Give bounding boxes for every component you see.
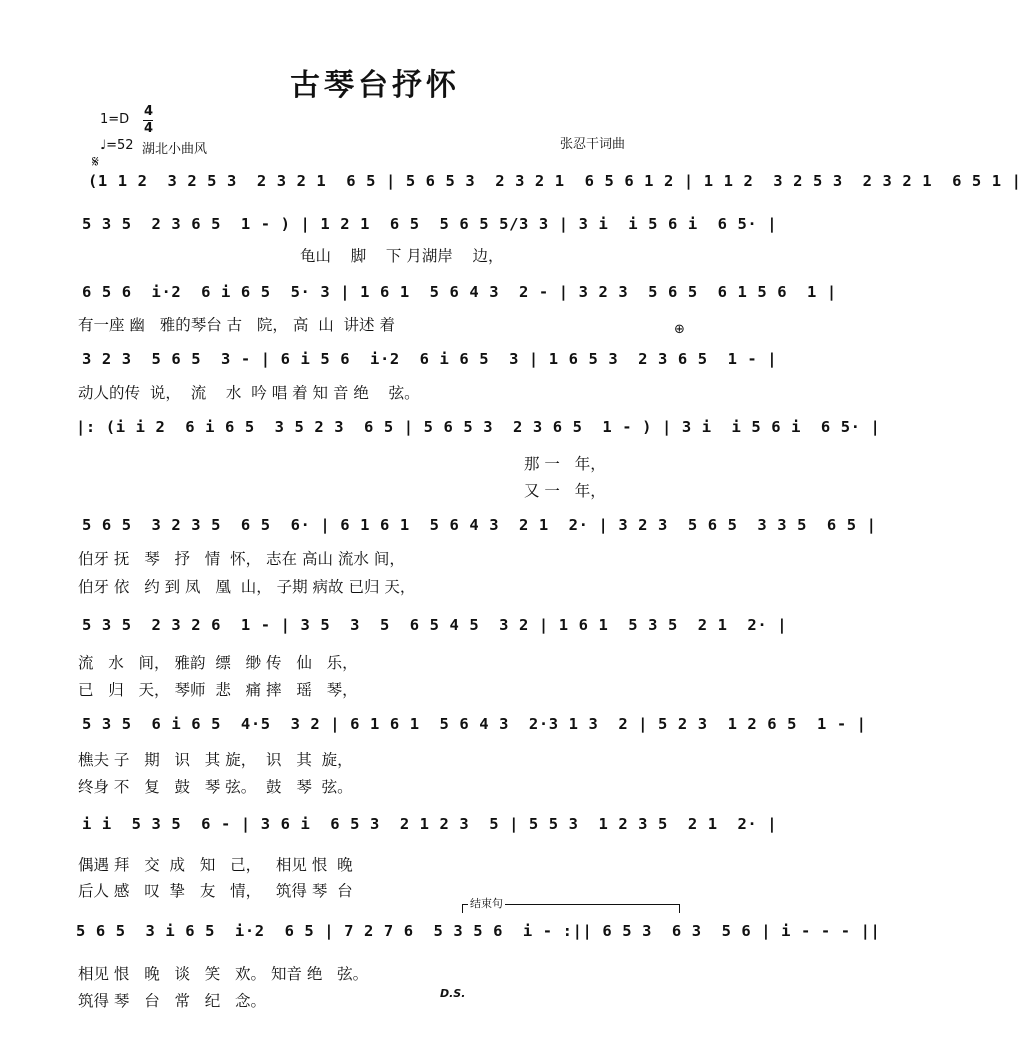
- time-signature-bottom: 4: [144, 121, 154, 136]
- lyric-line-10a: 相见 恨 晚 谈 笑 欢。 知音 绝 弦。: [78, 965, 369, 983]
- notation-line-1: (1 1 2 3 2 5 3 2 3 2 1 6 5 | 5 6 5 3 2 3 2 1 6 5 6 1 2 | 1 1 2 3 2 5 3 2 3 2 1 6 5 1 |: [88, 172, 1022, 190]
- lyric-line-10b: 筑得 琴 台 常 纪 念。: [78, 992, 267, 1010]
- lyric-line-6a: 伯牙 抚 琴 抒 情 怀， 志在 高山 流水 间，: [78, 550, 405, 568]
- notation-line-5: |: (i i 2 6 i 6 5 3 5 2 3 6 5 | 5 6 5 3 2 3 6 5 1 - ) | 3 i i 5 6 i 6 5· |: [76, 418, 881, 436]
- notation-line-9: i i 5 3 5 6 - | 3 6 i 6 5 3 2 1 2 3 5 | 5 5 3 1 2 3 5 2 1 2· |: [82, 815, 778, 833]
- lyric-line-3: 有一座 幽 雅的琴台 古 院， 高 山 讲述 着: [78, 316, 395, 334]
- lyric-line-2: 龟山 脚 下 月湖岸 边，: [300, 247, 504, 265]
- tempo-marking: ♩=52: [100, 138, 134, 153]
- segno-icon: 𝄋: [92, 152, 99, 171]
- page-title: 古琴台抒怀: [290, 68, 460, 103]
- notation-line-4: 3 2 3 5 6 5 3 - | 6 i 5 6 i·2 6 i 6 5 3 | 1 6 5 3 2 3 6 5 1 - |: [82, 350, 778, 368]
- lyric-line-6b: 伯牙 依 约 到 凤 凰 山， 子期 病故 已归 天，: [78, 578, 416, 596]
- notation-line-3: 6 5 6 i·2 6 i 6 5 5· 3 | 1 6 1 5 6 4 3 2 - | 3 2 3 5 6 5 6 1 5 6 1 |: [82, 283, 837, 301]
- coda-icon: ⊕: [674, 322, 685, 337]
- notation-line-7: 5 3 5 2 3 2 6 1 - | 3 5 3 5 6 5 4 5 3 2 | 1 6 1 5 3 5 2 1 2· |: [82, 616, 788, 634]
- notation-line-8: 5 3 5 6 i 6 5 4·5 3 2 | 6 1 6 1 5 6 4 3 2·3 1 3 2 | 5 2 3 1 2 6 5 1 - |: [82, 715, 867, 733]
- ending-label: 结束句: [470, 897, 503, 910]
- style-marking: 湖北小曲风: [142, 142, 208, 157]
- lyric-line-5a: 那 一 年，: [524, 455, 606, 473]
- lyric-line-8b: 终身 不 复 鼓 琴 弦。 鼓 琴 弦。: [78, 778, 353, 796]
- time-signature-top: 4: [144, 104, 154, 119]
- lyric-line-7b: 已 归 天， 琴师 悲 痛 摔 瑶 琴，: [78, 681, 358, 699]
- lyric-line-9a: 偶遇 拜 交 成 知 己， 相见 恨 晚: [78, 856, 353, 874]
- lyric-line-9b: 后人 感 叹 挚 友 情， 筑得 琴 台: [78, 882, 353, 900]
- lyric-line-5b: 又 一 年，: [524, 482, 606, 500]
- notation-line-10: 5 6 5 3 i 6 5 i·2 6 5 | 7 2 7 6 5 3 5 6 i - :|| 6 5 3 6 3 5 6 | i - - - ||: [76, 922, 881, 940]
- key-signature: 1=D: [100, 112, 130, 127]
- composer-credit: 张忍干词曲: [560, 137, 626, 152]
- lyric-line-4: 动人的传 说， 流 水 吟 唱 着 知 音 绝 弦。: [78, 384, 420, 402]
- lyric-line-7a: 流 水 间， 雅韵 缥 缈 传 仙 乐，: [78, 654, 358, 672]
- notation-line-6: 5 6 5 3 2 3 5 6 5 6· | 6 1 6 1 5 6 4 3 2 1 2· | 3 2 3 5 6 5 3 3 5 6 5 |: [82, 516, 877, 534]
- dal-segno-mark: D.S.: [440, 987, 466, 1000]
- lyric-line-8a: 樵夫 子 期 识 其 旋， 识 其 旋，: [78, 751, 353, 769]
- notation-line-2: 5 3 5 2 3 6 5 1 - ) | 1 2 1 6 5 5 6 5 5/3 3 | 3 i i 5 6 i 6 5· |: [82, 215, 778, 233]
